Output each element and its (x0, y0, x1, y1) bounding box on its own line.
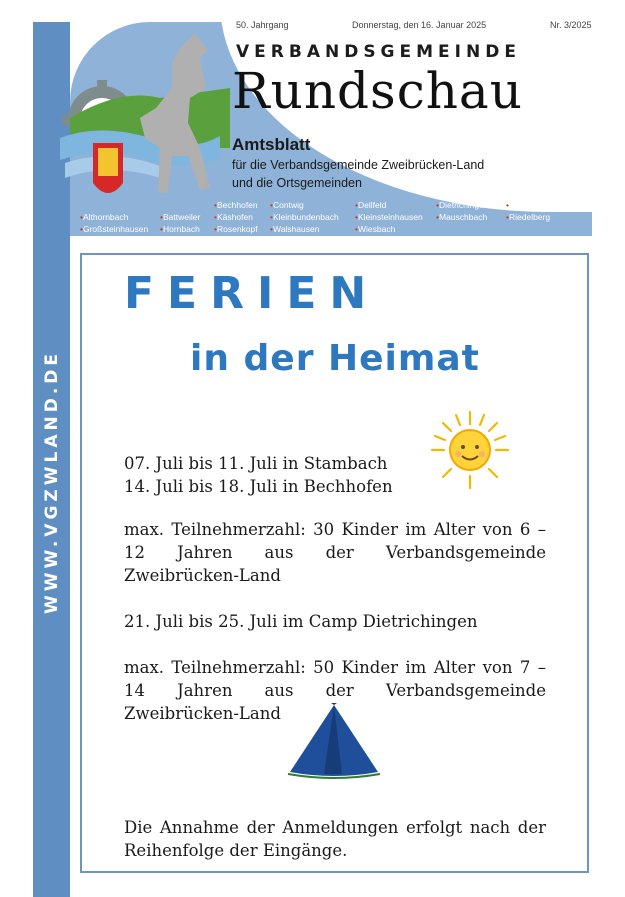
place-item: • Großsteinhausen (80, 224, 148, 234)
website-url: WWW.VGZWLAND.DE (42, 349, 62, 615)
place-item: • Kleinsteinhausen (355, 212, 423, 222)
place-item: • Bechhofen (214, 200, 258, 210)
masthead-top: VERBANDSGEMEINDE (236, 42, 521, 62)
date-line-2: 14. Juli bis 18. Juli in Bechhofen (124, 477, 393, 496)
place-item: • Dellfeld (355, 200, 386, 210)
place-item: • Großbundenbach (506, 200, 575, 210)
footer-note: Die Annahme der Anmeldungen erfolgt nach der Reihenfolge der Eingänge. (124, 818, 546, 860)
place-item: • Käshofen (214, 212, 253, 222)
subtitle-line-1: für die Verbandsgemeinde Zweibrücken-Land (232, 158, 485, 172)
date-line-3: 21. Juli bis 25. Juli im Camp Dietrichingen (124, 612, 478, 631)
edition-label: 50. Jahrgang (236, 20, 289, 30)
places-col-7 (506, 199, 575, 223)
place-item: • Rosenkopf (214, 224, 258, 234)
place-item: • Wiesbach (355, 224, 395, 234)
date-line-1: 07. Juli bis 11. Juli in Stambach (124, 454, 388, 473)
places-col-2 (160, 211, 200, 235)
municipality-logo (60, 28, 230, 228)
place-item: • Hornbach (160, 224, 200, 234)
subtitle-line-2: und die Ortsgemeinden (232, 176, 362, 190)
places-col-5 (355, 199, 423, 235)
places-col-4 (270, 199, 339, 235)
place-item: • Riedelberg (506, 212, 550, 222)
participants-info-2: max. Teilnehmerzahl: 50 Kinder im Alter von 7 – 14 Jahren aus der Verbandsgemeinde Zweibrücken-Land (124, 658, 546, 723)
amtsblatt-label: Amtsblatt (232, 135, 311, 154)
issue-number: Nr. 3/2025 (550, 20, 592, 30)
place-item: • Mauschbach (436, 212, 487, 222)
masthead-title: Rundschau (232, 62, 523, 120)
place-item: • Walshausen (270, 224, 319, 234)
places-col-1 (80, 211, 148, 235)
place-item: • Contwig (270, 200, 304, 210)
announcement-heading: FERIEN (124, 268, 380, 319)
places-col-3 (214, 199, 258, 235)
issue-date: Donnerstag, den 16. Januar 2025 (352, 20, 487, 30)
place-item: • Kleinbundenbach (270, 212, 339, 222)
tent-icon (284, 700, 384, 780)
announcement-subheading: in der Heimat (190, 338, 480, 379)
place-item: • Dietrichingen (436, 200, 489, 210)
place-item: • Althornbach (80, 212, 128, 222)
places-col-6 (436, 199, 489, 223)
place-item: • Battweiler (160, 212, 200, 222)
participants-info-1: max. Teilnehmerzahl: 30 Kinder im Alter von 6 – 12 Jahren aus der Verbandsgemeinde Zweibrücken-Land (124, 520, 546, 585)
